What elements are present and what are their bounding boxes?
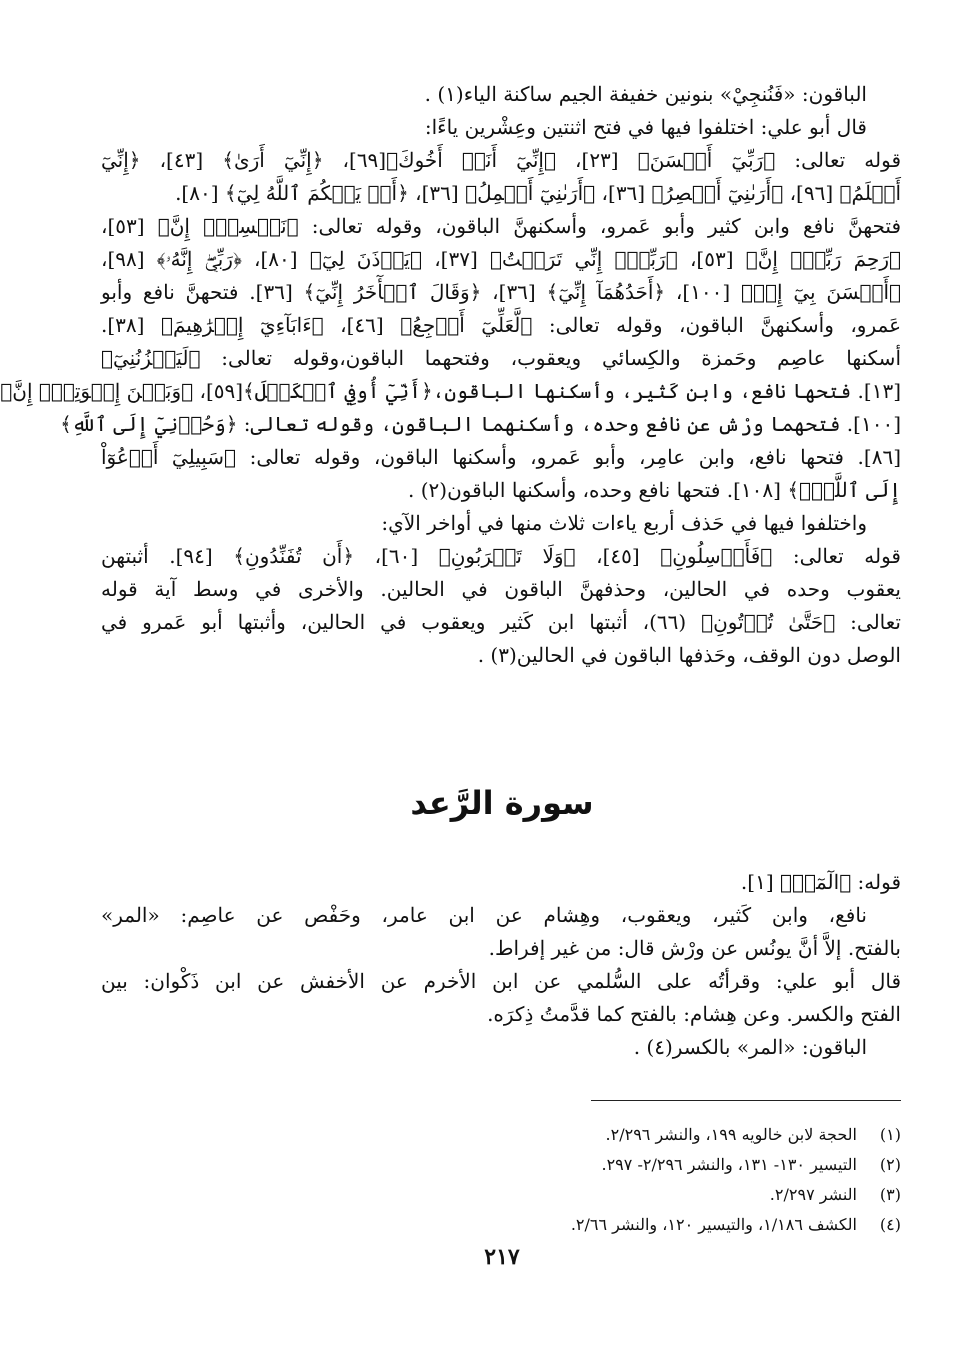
- footnote-number: (٤): [879, 1215, 901, 1234]
- text-line: قال أبو علي: اختلفوا فيها في فتح اثنتين وعِشْرين ياءًا:: [424, 115, 867, 139]
- footnote-text: الكشف ١/١٨٦، والتيسير ١٢٠، والنشر ٢/٦٦.: [570, 1215, 857, 1234]
- text-line: أَعۡلَمُ﴾ [٩٦]، ﴿أَرَىٰنِيٓ أَعۡصِرُ﴾ [٣٦]، ﴿أَرَىٰنِيٓ أَحۡمِلُ﴾ [٣٦]، ﴿أَوۡ يَحۡكُمَ ٱللَّهُ لِيٓ﴾ [٨٠].: [175, 181, 901, 205]
- text-line: قوله تعالى: ﴿رَبِّيٓ أَحۡسَنَ﴾ [٢٣]، ﴿إِنِّيٓ أَنَا۠ أَخُوكَ﴾[٦٩]، ﴿إِنِّيٓ أَرَىٰ﴾ [٤٣]، ﴿إِنِّيٓ: [101, 148, 902, 172]
- text-line: [١٠٠]. فتحهما ورْش عن نافع وحده، وأسكنهما الباقون، وقوله تعالى: ﴿وَحُزۡنِيٓ إِلَى ٱللَّهِ﴾: [60, 412, 901, 436]
- footnote-number: (١): [879, 1125, 901, 1144]
- footnote-separator: [591, 1100, 901, 1101]
- footnote: [301, 1120, 901, 1150]
- text-line: عَمرو، وأسكنهنَّ الباقون، وقوله تعالى: ﴿لَّعَلِّيٓ أَرۡجِعُ﴾ [٤٦]، ﴿ءَابَآءِيٓ إِبۡرَٰهِيمَ﴾ [٣٨].: [101, 313, 901, 337]
- text-line: الفتح والكسر. وعن هِشام: بالفتح كما قدَّمتُ ذِكرَه.: [487, 1002, 901, 1026]
- text-line: قوله: ﴿الٓمٓرۚ﴾ [١].: [740, 870, 901, 894]
- text-line: الوصل دون الوقف، وحَذفها الباقون في الحالين(٣) .: [477, 643, 901, 667]
- main-text-bottom: [101, 866, 901, 1064]
- text-line: ﴿أَحۡسَنَ بِيٓ إِذۡ﴾ [١٠٠]، ﴿أَحَدُهُمَآ إِنِّيٓ﴾ [٣٦]، ﴿وَقَالَ ٱلۡأٓخَرُ إِنِّيٓ﴾ [٣٦]. فتحهنَّ نافع وأبو: [101, 280, 902, 304]
- text-line: واختلفوا فيها في حَذف أربع ياءات ثلاث منها في أواخر الآي:: [381, 511, 867, 535]
- text-line: إِلَى ٱللَّهِۚ﴾ [١٠٨]. فتحها نافع وحده، وأسكنها الباقون(٢) .: [408, 478, 901, 502]
- footnote-number: (٢): [879, 1155, 901, 1174]
- footnote: [301, 1150, 901, 1180]
- text-line: ﴿رَحِمَ رَبِّيٓۚ إِنَّ﴾ [٥٣]، ﴿رَبِّيٓۚ إِنِّي تَرَكۡتُ﴾ [٣٧]، ﴿يَأۡذَنَ لِيٓ﴾ [٨٠]، ﴿رَبِّيٓۖ إِنَّهُۥ﴾ [٩٨]،: [101, 247, 901, 271]
- footnote-text: الحجة لابن خالويه ١٩٩، والنشر ٢/٢٩٦.: [605, 1125, 857, 1144]
- text-line: الباقون: «فَنُنجِيْ» بنونين خفيفة الجيم ساكنة الياء(١) .: [424, 82, 867, 106]
- text-line: [٨٦]. فتحها نافع، وابن عامِر، وأبو عَمرو، وأسكنها الباقون، وقوله تعالى: ﴿سَبِيلِيٓ أَدۡعُوٓاْ: [101, 445, 901, 469]
- text-line: بالفتح. إلاَّ أنَّ يونُس عن ورْش قال: من غير إفراط.: [488, 936, 901, 960]
- section-heading: سورة الرَّعد: [410, 784, 594, 822]
- main-text-top: [0, 78, 902, 672]
- text-line: قوله تعالى: ﴿فَأَرۡسِلُونِ﴾ [٤٥]، ﴿وَلَا تَقۡرَبُونِ﴾ [٦٠]، ﴿أَن تُفَنِّدُونِ﴾ [٩٤]. أثبتهن: [101, 544, 901, 568]
- footnote-text: التيسير ١٣٠- ١٣١، والنشر ٢/٢٩٦- ٢٩٧.: [601, 1155, 857, 1174]
- text-line: تعالى: ﴿حَتَّىٰ تُؤۡتُونِ﴾ (٦٦)، أثبتها ابن كَثير ويعقوب في الحالين، وأثبتها أبو عَمرو في: [101, 610, 901, 634]
- text-line: نافع، وابن كَثير، ويعقوب، وهِشام عن ابن عامر، وحَفْص عن عاصِم: «المر»: [101, 903, 867, 927]
- text-line: يعقوب وحده في الحالين، وحذفهنَّ الباقون في الحالين. والأخرى في وسط آية قوله: [101, 577, 901, 601]
- footnote-text: النشر ٢/٢٩٧.: [769, 1185, 857, 1204]
- footnotes: [301, 1120, 901, 1240]
- text-line: [١٣]. فتحها نافع، وابن كَثير، وأسكنها الباقون،﴿أَنِّيٓ أُوفِي ٱلۡكَيۡلَ﴾[٥٩]، ﴿وَبَيۡنَ إِخۡوَتِيٓۚ إِنَّ﴾: [0, 379, 901, 403]
- footnote: [301, 1210, 901, 1240]
- footnote-number: (٣): [879, 1185, 901, 1204]
- page-number: ٢١٧: [484, 1244, 520, 1270]
- text-line: الباقون: «المر» بالكسر(٤) .: [633, 1035, 867, 1059]
- footnote: [301, 1180, 901, 1210]
- text-line: أسكنها عاصِم وحَمزة والكِسائي ويعقوب، وفتحهما الباقون،وقوله تعالى: ﴿لَيَحۡزُنُنِيٓ﴾: [101, 346, 901, 370]
- text-line: قال أبو علي: وقرأتُه على السُّلمي عن ابن الأخرم عن الأخفش عن ابن ذَكْوان: بين: [101, 969, 901, 993]
- text-line: فتحهنَّ نافع وابن كثير وأبو عَمرو، وأسكنهنَّ الباقون، وقوله تعالى: ﴿نَفۡسِيٓۚ إِنَّ﴾ [٥٣]،: [101, 214, 901, 238]
